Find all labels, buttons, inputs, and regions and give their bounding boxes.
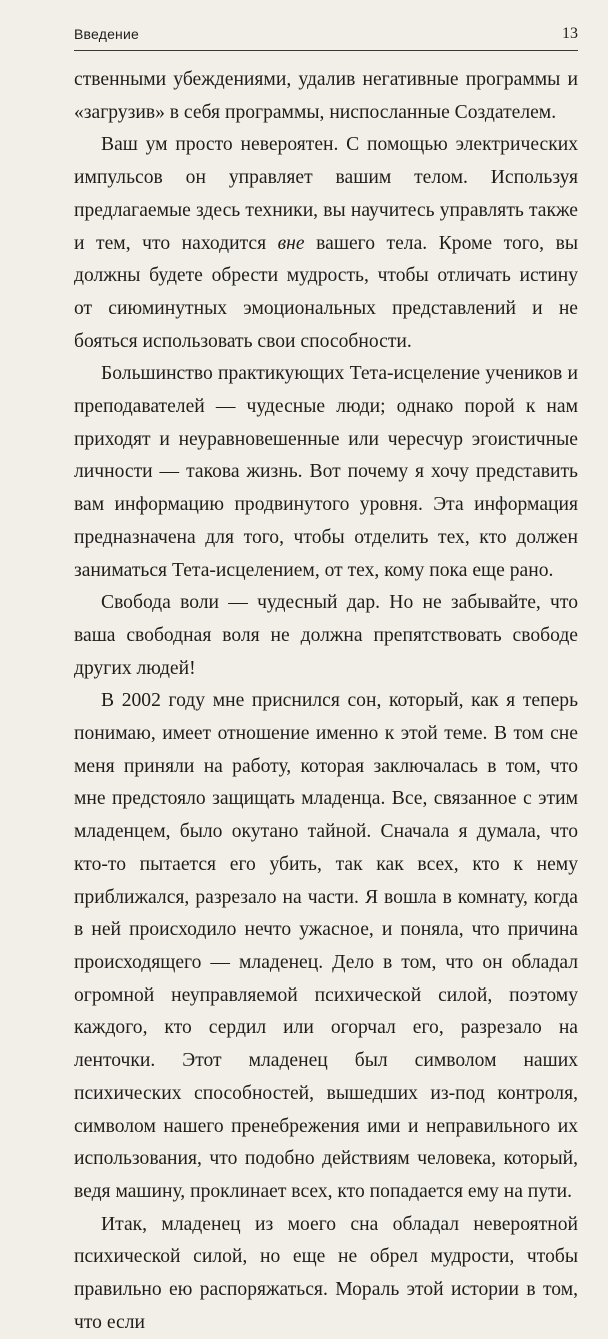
paragraph-practitioners: Большинство практикующих Тета-исцеление учеников и преподавателей — чудесные люди; однако порой к нам приходят и неуравновешенные или чересчур эгоистичные личности — такова жизнь. Вот почему я хочу представить вам информацию продвинутого уровня. Эта информация предназначена для того, чтобы отделить тех, кто должен заниматься Тета-исцелением, от тех, кому пока еще рано. (74, 363, 578, 581)
paragraph-moral: Итак, младенец из моего сна обладал невероятной психической силой, но еще не обрел мудрости, чтобы правильно ею распоряжаться. Мораль этой истории в том, что если (74, 1213, 578, 1333)
page-number: 13 (562, 25, 578, 42)
paragraph-mind (74, 129, 578, 358)
paragraph-continuation: ственными убеждениями, удалив негативные программы и «загрузив» в себя программы, ниспосланные Создателем. (74, 69, 578, 123)
body-text (74, 64, 578, 1339)
running-header (74, 26, 578, 51)
paragraph-free-will: Свобода воли — чудесный дар. Но не забывайте, что ваша свободная воля не должна препятствовать свободе других людей! (74, 592, 578, 679)
paragraph-text: Ваш ум просто невероятен. С помощью электрических импульсов он управляет вашим телом. Используя предлагаемые здесь техники, вы научитесь управлять также и тем, что находится (74, 134, 578, 254)
paragraph-text: вашего тела. Кроме того, вы должны будете обрести мудрость, чтобы отличать истину от сиюминутных эмоциональных представлений и не бояться использовать свои способности. (74, 232, 578, 352)
section-title: Введение (74, 26, 139, 42)
paragraph-dream: В 2002 году мне приснился сон, который, как я теперь понимаю, имеет отношение именно к этой теме. В том сне меня приняли на работу, которая заключалась в том, что мне предстояло защищать младенца. Все, связанное с этим младенцем, было окутано тайной. Сначала я думала, что кто-то пытается его убить, так как всех, кто к нему приближался, разрезало на части. Я вошла в комнату, когда в ней происходило нечто ужасное, и поняла, что причина происходящего — младенец. Дело в том, что он обладал огромной неуправляемой психической силой, поэтому каждого, кто сердил или огорчал его, разрезало на ленточки. Этот младенец был символом наших психических способностей, вышедших из-под контроля, символом нашего пренебрежения ими и неправильного их использования, что подобно действиям человека, который, ведя машину, проклинает всех, кто попадается ему на пути. (74, 690, 578, 1202)
emphasis-word: вне (277, 232, 305, 254)
